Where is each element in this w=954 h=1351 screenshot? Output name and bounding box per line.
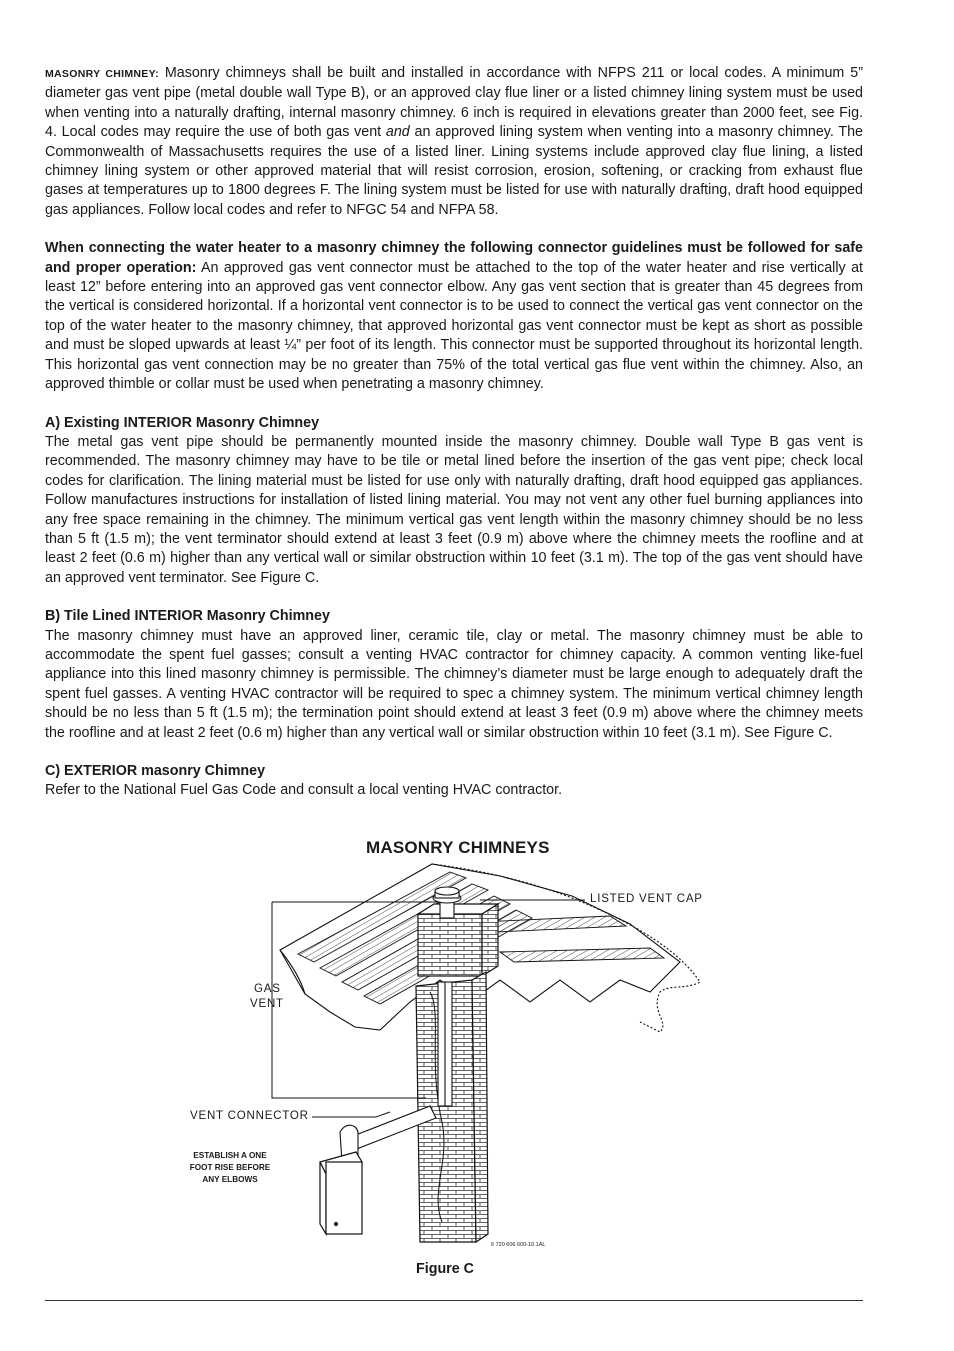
connector-guidelines-text: An approved gas vent connector must be attached to the top of the water heater and rise vertically at least 12” before entering into an approved gas vent connector elbow. Any gas vent section that is greater than 45 degrees from the vertical is considered horizontal. If a horizontal vent connector is to be used to connect the vertical gas vent connector on the top of the water heater to the masonry chimney, that approved horizontal gas vent connector must be kept as short as possible and must be sloped upwards at least ¼” per foot of its length. This connector must be supported throughout its horizontal length. This horizontal gas vent connection may be no greater than 75% of the total vertical gas flue vent within the chimney. Also, an approved thimble or collar must be used when penetrating a masonry chimney. bbox=[45, 259, 863, 393]
label-listed-vent-cap: LISTED VENT CAP bbox=[590, 893, 703, 905]
section-c-heading: C) EXTERIOR masonry Chimney bbox=[45, 763, 266, 779]
chimney-diagram bbox=[180, 862, 740, 1254]
section-b-text: The masonry chimney must have an approved liner, ceramic tile, clay or metal. The masonry chimney must be able to accommodate the spent fuel gasses; consult a venting HVAC contractor for chimney capacity. A common venting like-fuel appliance into this lined masonry chimney is permissible. The chimney’s diameter must be large enough to adequately draft the spent fuel gasses. A venting HVAC contractor will be required to spec a chimney system. The minimum vertical chimney length should be no less than 5 ft (1.5 m); the termination point should extend at least 3 feet (0.9 m) above where the chimney meets the roofline and at least 2 feet (0.6 m) higher than any vertical wall or similar obstruction within 10 feet (3.1 m). See Figure C. bbox=[45, 627, 863, 741]
masonry-chimney-paragraph bbox=[45, 64, 863, 220]
label-vent-connector: VENT CONNECTOR bbox=[190, 1110, 309, 1122]
masonry-chimney-label: MASONRY CHIMNEY: bbox=[45, 68, 159, 80]
label-rise-line-1: ESTABLISH A ONE bbox=[193, 1151, 267, 1160]
footer-rule bbox=[45, 1300, 863, 1301]
figure-caption: Figure C bbox=[416, 1261, 474, 1277]
masonry-chimney-text-2: an approved lining system when venting into a masonry chimney. The Commonwealth of Massachusetts requires the use of a listed liner. Lining systems include approved clay flue lining, a listed chimney lining system or other approved material that will resist corrosion, erosion, softening, or cracking from exhaust flue gases at temperatures up to 1800 degrees F. The lining system must be listed for use with naturally drafting, draft hood equipped gas appliances. Follow local codes and refer to NFGC 54 and NFPA 58. bbox=[45, 124, 863, 218]
label-rise-line-3: ANY ELBOWS bbox=[202, 1175, 258, 1184]
chimney-top bbox=[418, 904, 498, 976]
section-a-text: The metal gas vent pipe should be permanently mounted inside the masonry chimney. Double wall Type B gas vent is recommended. The masonry chimney may have to be tile or metal lined before the insertion of the gas vent pipe; check local codes for clarification. The lining material must be listed for use only with naturally drafting, draft hood equipped gas appliances. Follow manufactures instructions for installation of listed lining material. You may not vent any other fuel burning appliances into any free space remaining in the chimney. The minimum vertical gas vent length within the masonry chimney should be no less than 5 ft (1.5 m); the vent terminator should extend at least 3 feet (0.9 m) above where the chimney meets the roofline and at least 2 feet (0.6 m) higher than any vertical wall or similar obstruction within 10 feet (3.1 m). The top of the gas vent should have an approved vent terminator. See Figure C. bbox=[45, 433, 863, 586]
water-heater bbox=[320, 1152, 362, 1234]
label-gas: GAS bbox=[254, 983, 281, 995]
label-one-foot-rise bbox=[184, 1150, 276, 1186]
figure-title-text: MASONRY CHIMNEYS bbox=[366, 838, 550, 857]
inner-gas-vent bbox=[438, 982, 452, 1106]
connector-guidelines-paragraph bbox=[45, 239, 863, 394]
section-b-heading: B) Tile Lined INTERIOR Masonry Chimney bbox=[45, 608, 330, 625]
and-emphasis: and bbox=[385, 124, 410, 141]
document-body bbox=[45, 64, 863, 801]
label-vent: VENT bbox=[250, 998, 284, 1010]
figure-code: 6 720 606 600-10.1AL bbox=[491, 1242, 546, 1248]
chimney-illustration bbox=[180, 862, 740, 1254]
connector-guidelines-bold: When connecting the water heater to a masonry chimney the following connector guidelines must be followed for safe and proper operation: bbox=[45, 240, 863, 276]
section-a-heading: A) Existing INTERIOR Masonry Chimney bbox=[45, 414, 320, 431]
masonry-chimney-text: Masonry chimneys shall be built and installed in accordance with NFPS 211 or local codes. A minimum 5” diameter gas vent pipe (metal double wall Type B), or an approved clay flue liner or a listed chimney lining system must be used when venting into a naturally drafting, internal masonry chimney. 6 inch is required in elevations greater than 2000 feet, see Fig. 4. Local codes may require the use of both gas vent bbox=[45, 65, 863, 141]
section-c-text: Refer to the National Fuel Gas Code and consult a local venting HVAC contractor. bbox=[45, 782, 563, 799]
label-rise-line-2: FOOT RISE BEFORE bbox=[189, 1163, 271, 1172]
